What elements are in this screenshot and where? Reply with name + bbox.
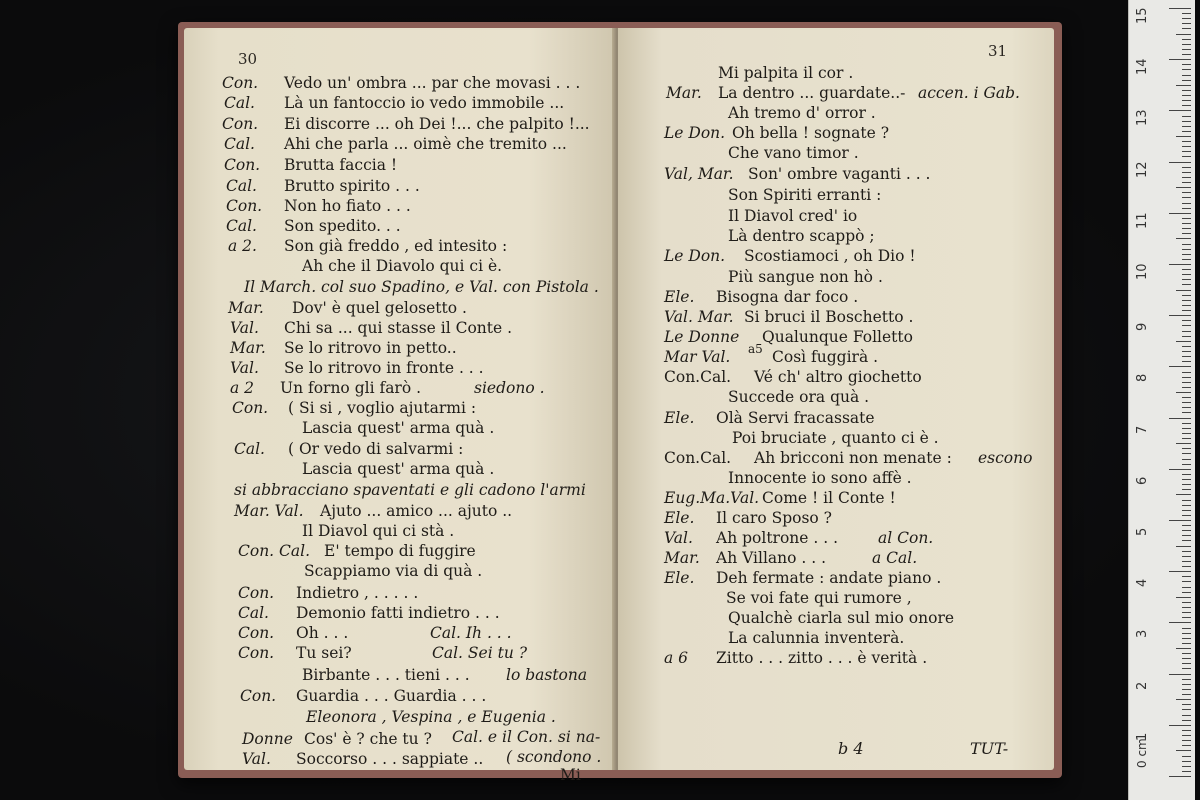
ruler-tick [1182, 18, 1191, 19]
ruler-tick [1182, 581, 1191, 582]
ruler-tick [1169, 571, 1191, 572]
ruler-tick [1169, 520, 1191, 521]
ruler-tick [1182, 182, 1191, 183]
speaker: Con. [232, 399, 269, 417]
speaker: Con. [238, 584, 275, 602]
speaker: Cal. [224, 135, 255, 153]
ruler-tick [1182, 105, 1191, 106]
stage-note: Cal. Sei tu ? [432, 644, 528, 662]
ruler-tick [1182, 100, 1191, 101]
ruler-tick [1182, 720, 1191, 721]
page-number: 31 [988, 42, 1008, 60]
open-book [178, 22, 1062, 784]
ruler-tick [1182, 75, 1191, 76]
catchword: TUT- [970, 739, 1009, 758]
ruler-tick [1182, 346, 1191, 347]
ruler-number: 1 [1135, 732, 1150, 741]
ruler-tick [1182, 628, 1191, 629]
ruler-tick [1182, 689, 1191, 690]
verse-line: Che vano timor . [728, 144, 859, 162]
speaker: Le Don. [664, 124, 726, 142]
verse-line: Guardia . . . Guardia . . . [296, 687, 487, 705]
ruler-tick [1182, 489, 1191, 490]
ruler-tick [1182, 617, 1191, 618]
ruler-tick [1182, 259, 1191, 260]
verse-line: Son' ombre vaganti . . . [748, 165, 931, 183]
stage-direction: Eleonora , Vespina , e Eugenia . [306, 708, 556, 726]
speaker: a 2. [228, 237, 257, 255]
ruler-tick [1182, 658, 1191, 659]
speaker: Con. [222, 74, 259, 92]
ruler-tick [1182, 95, 1191, 96]
ruler-tick [1182, 13, 1191, 14]
speaker: Cal. [234, 440, 265, 458]
ruler-tick [1169, 264, 1191, 265]
ruler-tick [1182, 177, 1191, 178]
ruler-number: 14 [1135, 58, 1150, 76]
verse-line: La calunnia inventerà. [728, 629, 905, 647]
verse-line: Oh . . . [296, 624, 349, 642]
speaker: Con. [238, 624, 275, 642]
speaker: Mar. [664, 549, 700, 567]
ruler-tick [1182, 592, 1191, 593]
speaker: Val. [664, 529, 693, 547]
ruler-number: 7 [1135, 425, 1150, 434]
ruler-tick [1182, 203, 1191, 204]
stage-direction: Cal. e il Con. si na- [452, 728, 601, 746]
ruler-tick [1182, 402, 1191, 403]
ruler-tick [1182, 295, 1191, 296]
ruler-tick [1182, 325, 1191, 326]
ruler-tick [1176, 136, 1191, 137]
speaker: Mar. [230, 339, 266, 357]
stage-direction: Il March. col suo Spadino, e Val. con Pistola . [244, 278, 599, 296]
ruler-tick [1169, 315, 1191, 316]
ruler-tick [1182, 576, 1191, 577]
speaker: Con. [222, 115, 259, 133]
verse-line: Il Diavol cred' io [728, 207, 858, 225]
ruler-tick [1182, 587, 1191, 588]
speaker: Con. [226, 197, 263, 215]
ruler-tick [1169, 162, 1191, 163]
ruler-tick [1182, 730, 1191, 731]
ruler-tick [1182, 464, 1191, 465]
verse-line: Là un fantoccio io vedo immobile ... [284, 94, 565, 112]
left-page [184, 28, 616, 784]
ruler-tick [1182, 305, 1191, 306]
ruler-tick [1182, 423, 1191, 424]
ruler-tick [1182, 377, 1191, 378]
ruler-tick [1169, 418, 1191, 419]
verse-line: Se lo ritrovo in petto.. [284, 339, 457, 357]
ruler-tick [1182, 44, 1191, 45]
ruler-number: 8 [1135, 374, 1150, 383]
ruler-tick [1182, 663, 1191, 664]
ruler-tick [1182, 397, 1191, 398]
speaker: Ele. [664, 569, 695, 587]
speaker: Con. [240, 687, 277, 705]
verse-line: Ei discorre ... oh Dei !... che palpito !... [284, 115, 590, 133]
verse-line: ( Si si , voglio ajutarmi : [288, 399, 477, 417]
stage-note: Cal. Ih . . . [430, 624, 512, 642]
verse-line: Lascia quest' arma quà . [302, 419, 495, 437]
verse-line: Dov' è quel gelosetto . [292, 299, 467, 317]
ruler-tick [1182, 310, 1191, 311]
ruler-tick [1182, 551, 1191, 552]
ruler-tick [1182, 54, 1191, 55]
stage-direction: a Cal. [872, 549, 918, 567]
verse-line: Zitto . . . zitto . . . è verità . [716, 649, 928, 667]
ruler-tick [1182, 356, 1191, 357]
ruler-tick [1182, 146, 1191, 147]
ruler-tick [1182, 336, 1191, 337]
ruler-tick [1182, 192, 1191, 193]
ruler-tick [1169, 674, 1191, 675]
ruler-unit: 0 cm [1135, 738, 1149, 768]
verse-line: E' tempo di fuggire [324, 542, 476, 560]
ruler-tick [1182, 556, 1191, 557]
ruler-tick [1182, 607, 1191, 608]
ruler-tick [1182, 535, 1191, 536]
ruler-tick [1182, 566, 1191, 567]
speaker: Val. [230, 359, 259, 377]
verse-line: Ah bricconi non menate : [754, 449, 952, 467]
verse-line: Son spedito. . . [284, 217, 401, 235]
ruler-number: 5 [1135, 527, 1150, 536]
ruler-tick [1182, 756, 1191, 757]
ruler-tick [1182, 279, 1191, 280]
ruler-tick [1182, 643, 1191, 644]
ruler-tick [1169, 59, 1191, 60]
ruler-tick [1182, 116, 1191, 117]
verse-line: Chi sa ... qui stasse il Conte . [284, 319, 513, 337]
speaker: Con. [238, 644, 275, 662]
ruler-tick [1182, 80, 1191, 81]
speaker: Mar. [666, 84, 702, 102]
speaker: Val. Mar. [664, 308, 734, 326]
measuring-ruler [1128, 0, 1195, 800]
verse-line: Cos' è ? che tu ? [304, 730, 432, 748]
ruler-tick [1176, 443, 1191, 444]
ruler-tick [1182, 684, 1191, 685]
ruler-tick [1176, 187, 1191, 188]
ruler-tick [1182, 459, 1191, 460]
stage-direction: lo bastona [506, 666, 588, 684]
ruler-tick [1169, 776, 1191, 777]
ruler-tick [1182, 694, 1191, 695]
verse-line: Vé ch' altro giochetto [754, 368, 922, 386]
verse-line: Vedo un' ombra ... par che movasi . . . [284, 74, 581, 92]
ruler-tick [1182, 453, 1191, 454]
ruler-tick [1182, 23, 1191, 24]
speaker: Val. [230, 319, 259, 337]
ruler-tick [1176, 34, 1191, 35]
verse-line: Se voi fate qui rumore , [726, 589, 912, 607]
ruler-tick [1182, 515, 1191, 516]
ruler-tick [1182, 715, 1191, 716]
ruler-tick [1182, 653, 1191, 654]
ruler-tick [1182, 530, 1191, 531]
ruler-tick [1182, 228, 1191, 229]
ruler-tick [1182, 704, 1191, 705]
speaker: Con. Cal. [238, 542, 311, 560]
speaker: Le Donne [664, 328, 740, 346]
ruler-tick [1182, 484, 1191, 485]
ruler-tick [1176, 238, 1191, 239]
ruler-tick [1176, 699, 1191, 700]
ruler-tick [1176, 597, 1191, 598]
ruler-tick [1182, 745, 1191, 746]
speaker: Cal. [226, 217, 257, 235]
ruler-number: 15 [1135, 7, 1150, 24]
ruler-tick [1182, 284, 1191, 285]
ruler-tick [1182, 274, 1191, 275]
ruler-tick [1182, 740, 1191, 741]
verse-line: Ah poltrone . . . [716, 529, 839, 547]
ruler-number: 12 [1135, 161, 1150, 178]
verse-line: Come ! il Conte ! [762, 489, 896, 507]
ruler-tick [1182, 679, 1191, 680]
verse-line: Più sangue non hò . [728, 268, 883, 286]
ruler-tick [1182, 254, 1191, 255]
verse-line: ( Or vedo di salvarmi : [288, 440, 464, 458]
speaker: Con.Cal. [664, 368, 732, 386]
ruler-tick [1182, 561, 1191, 562]
ruler-tick [1182, 300, 1191, 301]
ruler-number: 4 [1135, 578, 1150, 588]
ruler-tick [1169, 213, 1191, 214]
speaker: Le Don. [664, 247, 726, 265]
ruler-tick [1182, 361, 1191, 362]
ruler-tick [1182, 438, 1191, 439]
stage-direction: si abbracciano spaventati e gli cadono l'armi [234, 481, 586, 499]
ruler-tick [1182, 709, 1191, 710]
ruler-tick [1182, 372, 1191, 373]
stage-direction: al Con. [878, 529, 934, 547]
speaker: Eug.Ma.Val. [664, 489, 760, 507]
stage-note: a5 [748, 342, 763, 356]
ruler-tick [1182, 39, 1191, 40]
ruler-tick [1182, 602, 1191, 603]
speaker: a 6 [664, 649, 689, 667]
stage-direction: ( scondono . [506, 748, 602, 766]
speaker: Mar. [228, 299, 264, 317]
verse-line: Succede ora quà . [728, 388, 870, 406]
ruler-number: 6 [1135, 476, 1150, 485]
ruler-tick [1182, 638, 1191, 639]
ruler-tick [1182, 525, 1191, 526]
verse-line: Scappiamo via di quà . [304, 562, 483, 580]
verse-line: La dentro ... guardate..- [718, 84, 906, 102]
stage-direction: escono [978, 449, 1033, 467]
verse-line: Così fuggirà . [772, 348, 879, 366]
verse-line: Ah che il Diavolo qui ci è. [302, 257, 503, 275]
verse-line: Tu sei? [296, 644, 352, 662]
stage-direction: accen. i Gab. [918, 84, 1020, 102]
verse-line: Demonio fatti indietro . . . [296, 604, 500, 622]
verse-line: Brutta faccia ! [284, 156, 398, 174]
ruler-tick [1182, 197, 1191, 198]
speaker: a 2 [230, 379, 255, 397]
speaker: Ele. [664, 409, 695, 427]
ruler-tick [1182, 771, 1191, 772]
ruler-tick [1182, 761, 1191, 762]
ruler-number: 2 [1135, 681, 1150, 690]
ruler-tick [1182, 69, 1191, 70]
ruler-number: 11 [1135, 212, 1150, 229]
speaker: Cal. [224, 94, 255, 112]
verse-line: Scostiamoci , oh Dio ! [744, 247, 916, 265]
ruler-tick [1182, 223, 1191, 224]
verse-line: Oh bella ! sognate ? [732, 124, 890, 142]
ruler-tick [1169, 725, 1191, 726]
ruler-tick [1176, 290, 1191, 291]
ruler-tick [1182, 633, 1191, 634]
ruler-tick [1182, 167, 1191, 168]
ruler-tick [1182, 121, 1191, 122]
ruler-tick [1176, 648, 1191, 649]
verse-line: Ah tremo d' orror . [728, 104, 876, 122]
verse-line: Non ho fiato . . . [284, 197, 411, 215]
speaker: Cal. [238, 604, 269, 622]
ruler-tick [1182, 382, 1191, 383]
ruler-number: 10 [1135, 263, 1150, 280]
speaker: Val, Mar. [664, 165, 734, 183]
speaker: Con. [224, 156, 261, 174]
page-number: 30 [238, 50, 258, 68]
verse-line: Il Diavol qui ci stà . [302, 522, 455, 540]
speaker: Mar. Val. [234, 502, 304, 520]
ruler-tick [1182, 474, 1191, 475]
ruler-tick [1182, 218, 1191, 219]
verse-line: Il caro Sposo ? [716, 509, 832, 527]
verse-line: Si bruci il Boschetto . [744, 308, 914, 326]
ruler-tick [1182, 351, 1191, 352]
ruler-tick [1182, 172, 1191, 173]
verse-line: Soccorso . . . sappiate .. [296, 750, 484, 768]
speaker: Ele. [664, 288, 695, 306]
ruler-tick [1169, 622, 1191, 623]
ruler-tick [1169, 366, 1191, 367]
ruler-tick [1176, 85, 1191, 86]
speaker: Val. [242, 750, 271, 768]
right-page [618, 28, 1054, 770]
speaker: Cal. [226, 177, 257, 195]
ruler-tick [1182, 500, 1191, 501]
verse-line: Ajuto ... amico ... ajuto .. [320, 502, 513, 520]
verse-line: Son già freddo , ed intesito : [284, 237, 508, 255]
speaker: Mar Val. [664, 348, 731, 366]
ruler-tick [1182, 505, 1191, 506]
ruler-tick [1182, 433, 1191, 434]
ruler-tick [1182, 208, 1191, 209]
ruler-tick [1169, 110, 1191, 111]
ruler-tick [1182, 510, 1191, 511]
ruler-tick [1182, 156, 1191, 157]
verse-line: Deh fermate : andate piano . [716, 569, 942, 587]
speaker: Ele. [664, 509, 695, 527]
ruler-tick [1182, 479, 1191, 480]
ruler-tick [1176, 392, 1191, 393]
verse-line: Birbante . . . tieni . . . [302, 666, 470, 684]
signature-mark: b 4 [838, 739, 864, 758]
ruler-tick [1169, 469, 1191, 470]
ruler-number: 3 [1135, 630, 1150, 639]
ruler-tick [1182, 49, 1191, 50]
verse-line: Se lo ritrovo in fronte . . . [284, 359, 484, 377]
verse-line: Bisogna dar foco . [716, 288, 859, 306]
verse-line: Brutto spirito . . . [284, 177, 420, 195]
ruler-number: 9 [1135, 322, 1150, 332]
verse-line: Poi bruciate , quanto ci è . [732, 429, 939, 447]
ruler-tick [1182, 428, 1191, 429]
ruler-tick [1182, 233, 1191, 234]
verse-line: Indietro , . . . . . [296, 584, 419, 602]
verse-line: Olà Servi fracassate [716, 409, 875, 427]
ruler-tick [1182, 766, 1191, 767]
ruler-tick [1182, 412, 1191, 413]
catchword: Mi [560, 766, 581, 784]
ruler-tick [1176, 750, 1191, 751]
ruler-tick [1182, 151, 1191, 152]
ruler-tick [1169, 8, 1191, 9]
ruler-tick [1182, 90, 1191, 91]
stage-direction: siedono . [474, 379, 545, 397]
ruler-tick [1176, 546, 1191, 547]
verse-line: Son Spiriti erranti : [728, 186, 882, 204]
ruler-tick [1182, 407, 1191, 408]
verse-line: Lascia quest' arma quà . [302, 460, 495, 478]
verse-line: Qualunque Folletto [762, 328, 913, 346]
verse-line: Ah Villano . . . [716, 549, 827, 567]
verse-line: Mi palpita il cor . [718, 64, 854, 82]
ruler-tick [1182, 141, 1191, 142]
ruler-tick [1182, 320, 1191, 321]
ruler-tick [1182, 540, 1191, 541]
ruler-tick [1182, 331, 1191, 332]
verse-line: Innocente io sono affè . [728, 469, 912, 487]
ruler-tick [1182, 28, 1191, 29]
ruler-tick [1176, 494, 1191, 495]
verse-line: Un forno gli farò . [280, 379, 422, 397]
ruler-tick [1176, 341, 1191, 342]
ruler-tick [1182, 612, 1191, 613]
ruler-tick [1182, 448, 1191, 449]
ruler-tick [1182, 126, 1191, 127]
verse-line: Là dentro scappò ; [728, 227, 875, 245]
speaker: Con.Cal. [664, 449, 732, 467]
ruler-tick [1182, 735, 1191, 736]
ruler-tick [1182, 64, 1191, 65]
verse-line: Ahi che parla ... oimè che tremito ... [284, 135, 567, 153]
verse-line: Qualchè ciarla sul mio onore [728, 609, 955, 627]
ruler-tick [1182, 131, 1191, 132]
ruler-tick [1182, 249, 1191, 250]
ruler-tick [1182, 387, 1191, 388]
ruler-tick [1182, 668, 1191, 669]
ruler-number: 13 [1135, 109, 1150, 127]
ruler-tick [1182, 244, 1191, 245]
ruler-tick [1182, 269, 1191, 270]
speaker: Donne [242, 730, 293, 748]
